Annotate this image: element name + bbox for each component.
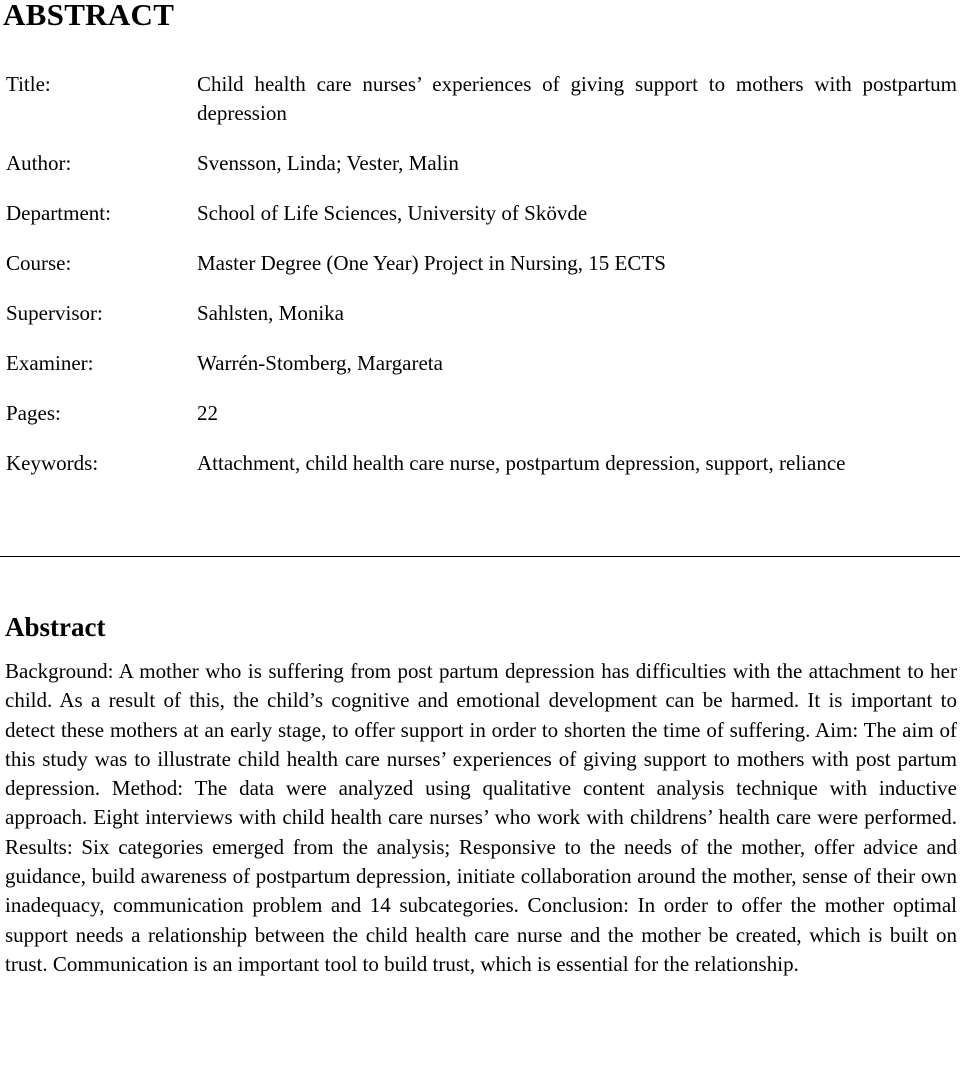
abstract-body: Background: A mother who is suffering from post partum depression has difficulties with the attachment to her child. As a result of this, the child’s cognitive and emotional development can be harmed. It is important to detect these mothers at an early stage, to offer support in order to shorten the time of suffering. Aim: The aim of this study was to illustrate child health care nurses’ experiences of giving support to mothers with post partum depression. Method: The data were analyzed using qualitative content analysis technique with inductive approach. Eight interviews with child health care nurses’ who work with childrens’ health care were performed. Results: Six categories emerged from the analysis; Responsive to the needs of the mother, offer advice and guidance, build awareness of postpartum depression, initiate collaboration around the mother, sense of their own inadequacy, communication problem and 14 subcategories. Conclusion: In order to offer the mother optimal support needs a relationship between the child health care nurse and the mother be created, which is built on trust. Communication is an important tool to build trust, which is essential for the relationship.	[5, 659, 957, 976]
author-value: Svensson, Linda; Vester, Malin	[197, 151, 459, 175]
course-value: Master Degree (One Year) Project in Nursing, 15 ECTS	[197, 251, 666, 275]
supervisor-label: Supervisor:	[6, 301, 103, 325]
keywords-value: Attachment, child health care nurse, postpartum depression, support, reliance	[197, 451, 846, 475]
title-value: Child health care nurses’ experiences of giving support to mothers with postpartum depression	[197, 72, 957, 125]
page-heading: ABSTRACT	[3, 0, 175, 32]
examiner-label: Examiner:	[6, 351, 94, 375]
section-divider	[0, 556, 960, 557]
keywords-label: Keywords:	[6, 451, 99, 475]
department-label: Department:	[6, 201, 111, 225]
supervisor-value: Sahlsten, Monika	[197, 301, 344, 325]
course-label: Course:	[6, 251, 72, 275]
author-label: Author:	[6, 151, 72, 175]
pages-label: Pages:	[6, 401, 61, 425]
examiner-value: Warrén-Stomberg, Margareta	[197, 351, 443, 375]
abstract-heading: Abstract	[5, 612, 106, 642]
title-label: Title:	[6, 72, 51, 96]
department-value: School of Life Sciences, University of Skövde	[197, 201, 588, 225]
pages-value: 22	[197, 401, 218, 425]
